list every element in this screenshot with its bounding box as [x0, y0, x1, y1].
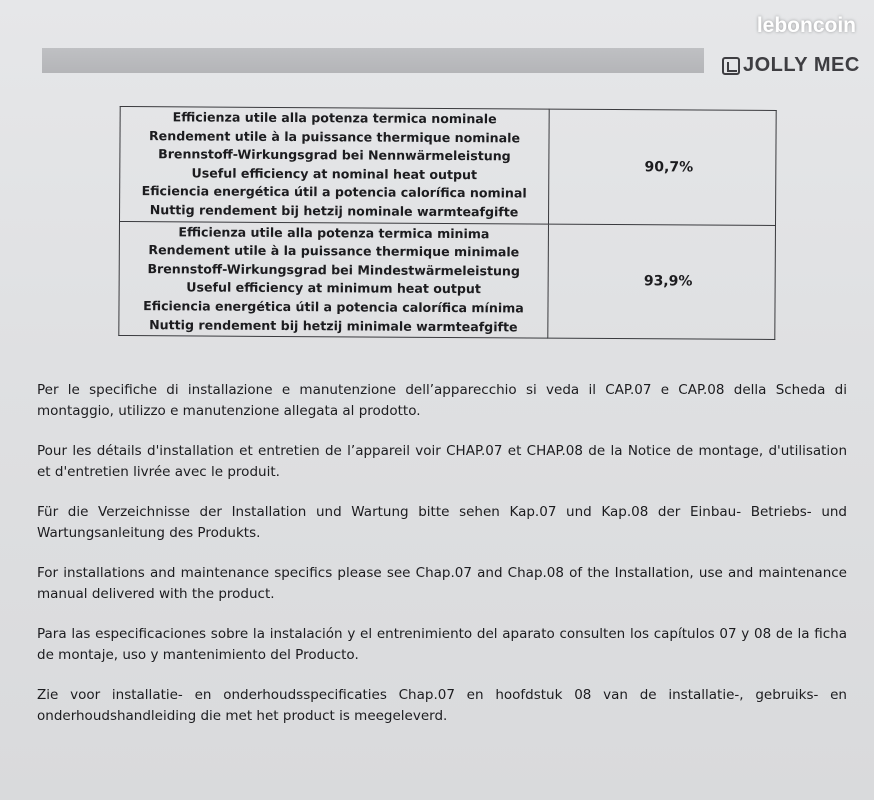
- efficiency-value-minimum: 93,9%: [548, 224, 776, 340]
- description-line: Eficiencia energética útil a potencia calorífica mínima: [143, 298, 524, 316]
- paragraph-french: Pour les détails d'installation et entretien de l’appareil voir CHAP.07 et CHAP.08 de la Notice de montage, d'utilisation et d'entretien livrée avec le produit.: [37, 443, 847, 480]
- description-line: Nuttig rendement bij hetzij nominale warmteafgifte: [149, 202, 519, 220]
- description-line: Efficienza utile alla potenza termica minima: [178, 223, 490, 241]
- description-line: Nuttig rendement bij hetzij minimale warmteafgifte: [149, 316, 518, 334]
- table-row: [120, 106, 777, 225]
- brand-logo: [722, 54, 860, 77]
- description-line: Rendement utile à la puissance thermique minimale: [148, 242, 520, 260]
- leboncoin-watermark: leboncoin: [756, 14, 856, 37]
- paragraph-spanish: Para las especificaciones sobre la instalación y el entrenimiento del aparato consulten los capítulos 07 y 08 de la ficha de montaje, uso y mantenimiento del Producto.: [37, 626, 847, 663]
- efficiency-value-nominal: 90,7%: [548, 109, 776, 225]
- efficiency-table: [118, 106, 776, 340]
- jolly-mec-logo-icon: [722, 57, 740, 75]
- table-row: [119, 221, 776, 340]
- header-bar: [42, 48, 704, 73]
- row-description: [120, 106, 550, 223]
- paragraph-german: Für die Verzeichnisse der Installation und Wartung bitte sehen Kap.07 und Kap.08 der Einbau- Betriebs- und Wartungsanleitung des Produkts.: [37, 504, 847, 541]
- instructions-text: [37, 380, 847, 746]
- description-line: Useful efficiency at minimum heat output: [186, 279, 481, 297]
- description-line: Efficienza utile alla potenza termica nominale: [172, 109, 497, 127]
- description-line: Brennstoff-Wirkungsgrad bei Nennwärmeleistung: [158, 146, 511, 164]
- paragraph-dutch: Zie voor installatie- en onderhoudsspecificaties Chap.07 en hoofdstuk 08 van de installatie-, gebruiks- en onderhoudshandleiding die met het product is meegeleverd.: [37, 687, 847, 724]
- description-line: Brennstoff-Wirkungsgrad bei Mindestwärmeleistung: [147, 260, 520, 279]
- description-line: Useful efficiency at nominal heat output: [191, 165, 478, 182]
- paragraph-italian: Per le specifiche di installazione e manutenzione dell’apparecchio si veda il CAP.07 e CAP.08 della Scheda di montaggio, utilizzo e manutenzione allegata al prodotto.: [37, 382, 847, 419]
- description-line: Rendement utile à la puissance thermique nominale: [148, 127, 521, 146]
- brand-name: JOLLY MEC: [743, 54, 860, 76]
- row-description: [119, 221, 549, 338]
- description-line: Eficiencia energética útil a potencia calorífica nominal: [141, 183, 527, 201]
- paragraph-english: For installations and maintenance specifics please see Chap.07 and Chap.08 of the Installation, use and maintenance manual delivered with the product.: [37, 565, 847, 602]
